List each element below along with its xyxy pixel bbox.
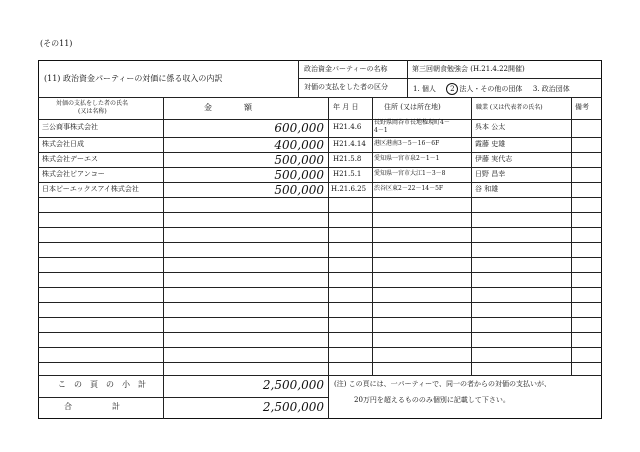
payment-date: H.21.6.25 [331,185,367,193]
col-divider [471,97,472,375]
total-amount: 2,500,000 [262,400,324,414]
col-divider [372,97,373,375]
payer-representative: 伊藤 実代志 [475,155,513,163]
payer-address: 長野県岡谷市長地権現町4－ [374,119,450,126]
party-name-label: 政治資金パーティーの名称 [304,65,388,73]
row-line [38,197,602,198]
form-frame [38,60,602,419]
party-name-value: 第三回朝食勉強会 (H.21.4.22開催) [412,65,525,73]
header-bottom-line [38,97,602,98]
payer-representative: 呉本 公太 [475,123,506,131]
row-line [38,119,602,120]
payer-representative: 谷 和雄 [475,185,499,193]
row-line [38,302,602,303]
row-line [38,287,602,288]
payer-name: 株式会社ピアンコー [42,170,105,178]
payment-amount: 400,000 [274,138,324,152]
payment-date: H21.4.14 [333,140,366,148]
col-header-name-line1: 対価の支払をした者の氏名 [56,100,129,107]
payer-representative: 霞藤 史雄 [475,140,506,148]
col-divider [328,97,329,419]
payer-class-corporation: 法人・その他の団体 [459,85,523,93]
payment-date: H21.5.8 [333,155,362,163]
subtotal-label: こ の 頁 の 小 計 [58,380,146,389]
total-label: 合 計 [64,402,120,411]
col-header-occupation: 職業 (又は代表者の氏名) [476,104,543,111]
col-divider [571,97,572,375]
payment-date: H21.5.1 [333,170,362,178]
row-line [38,257,602,258]
row-line [38,227,602,228]
row-line [38,362,602,363]
payer-name: 三公商事株式会社 [42,123,98,131]
payer-class-individual: 1. 個人 [413,85,436,93]
payment-amount: 600,000 [274,121,324,135]
col-divider [163,97,164,419]
payer-address: 港区港南3－5－16－6F [374,140,440,147]
payer-address: 愛知県一宮市泉2－1－1 [374,155,440,162]
payer-address: 渋谷区東2－22－14－5F [374,185,444,192]
row-line [38,317,602,318]
payment-amount: 500,000 [274,168,324,182]
payer-representative: 日野 昌幸 [475,170,506,178]
payer-class-options [413,83,570,95]
form-title: (11) 政治資金パーティーの対価に係る収入の内訳 [44,74,223,83]
payer-address-cont: 4－1 [374,127,388,134]
col-header-name-line2: (又は名称) [78,108,107,115]
payer-name: 日本ピーエックスアイ株式会社 [42,185,139,193]
summary-row-line [38,397,328,398]
col-header-date: 年 月 日 [333,103,359,111]
row-line [38,272,602,273]
row-line [38,332,602,333]
payer-name: 株式会社日成 [42,140,84,148]
row-line [38,212,602,213]
page-marker: (その11) [40,39,73,48]
payer-class-political: 3. 政治団体 [532,85,570,93]
subtotal-amount: 2,500,000 [262,378,324,392]
payment-amount: 500,000 [274,153,324,167]
row-line [38,375,602,376]
payer-name: 株式会社デーエス [42,155,98,163]
header-divider [298,78,602,79]
payer-address: 愛知県一宮市大江1－3－8 [374,170,446,177]
payment-date: H21.4.6 [333,123,362,131]
note-line1: (注) この頁には、一パーティーで、同一の者からの対価の支払いが、 [334,380,551,388]
row-line [38,242,602,243]
payment-amount: 500,000 [274,183,324,197]
col-header-address: 住所 (又は所在地) [384,103,441,111]
payer-class-label: 対価の支払をした者の区分 [304,83,388,91]
row-line [38,347,602,348]
col-header-remarks: 備考 [575,103,589,111]
col-header-amount: 金 額 [204,103,252,112]
note-line2: 20万円を超えるもののみ個別に記載して下さい。 [354,396,510,404]
selected-option-circle: 2 [446,83,458,95]
